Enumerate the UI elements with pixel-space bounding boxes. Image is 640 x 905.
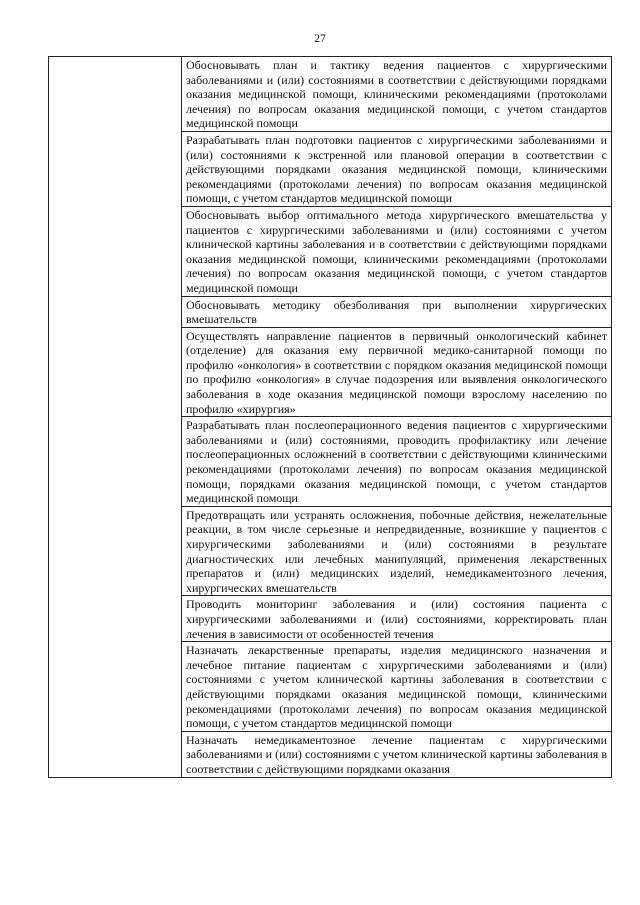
requirement-cell: Обосновывать план и тактику ведения пациентов с хирургическими заболеваниями и (или) состояниями в соответствии с действующими порядками оказания медицинской помощи, клиническими рекомендациями (протоколами лечения) по вопросам оказания медицинской помощи, с учетом стандартов медицинской помощи	[182, 57, 612, 132]
requirement-cell: Проводить мониторинг заболевания и (или) состояния пациента с хирургическими заболеваниями и (или) состояниями, корректировать план лечения в зависимости от особенностей течения	[182, 596, 612, 642]
requirement-cell: Назначать лекарственные препараты, изделия медицинского назначения и лечебное питание пациентам с хирургическими заболеваниями и (или) состояниями с учетом клинической картины заболевания в соответствии с действующими порядками оказания медицинской помощи, клиническими рекомендациями (протоколами лечения) по вопросам оказания медицинской помощи, с учетом стандартов медицинской помощи	[182, 642, 612, 732]
requirement-cell: Разрабатывать план послеоперационного ведения пациентов с хирургическими заболеваниями и (или) состояниями, проводить профилактику или лечение послеоперационных осложнений в соответствии с действующими клиническими рекомендациями (протоколами лечения) по вопросам оказания медицинской помощи, порядками оказания медицинской помощи, с учетом стандартов медицинской помощи	[182, 417, 612, 507]
requirement-cell: Обосновывать выбор оптимального метода хирургического вмешательства у пациентов с хирургическими заболеваниями и (или) состояниями с учетом клинической картины заболевания и в соответствии с действующими порядками оказания медицинской помощи, клиническими рекомендациями (протоколами лечения) по вопросам оказания медицинской помощи, с учетом стандартов медицинской помощи	[182, 206, 612, 296]
table-row	[49, 57, 612, 132]
page-number: 27	[314, 33, 326, 45]
empty-left-column	[49, 57, 182, 778]
requirement-cell: Предотвращать или устранять осложнения, побочные действия, нежелательные реакции, в том числе серьезные и непредвиденные, возникшие у пациентов с хирургическими заболеваниями и (или) состояниями в результате диагностических или лечебных манипуляций, применения лекарственных препаратов и (или) медицинских изделий, немедикаментозного лечения, хирургических вмешательств	[182, 506, 612, 596]
requirements-table	[48, 56, 612, 778]
requirement-cell: Назначать немедикаментозное лечение пациентам с хирургическими заболеваниями и (или) состояниями с учетом клинической картины заболевания в соответствии с действующими порядками оказания	[182, 731, 612, 777]
requirement-cell: Осуществлять направление пациентов в первичный онкологический кабинет (отделение) для оказания ему первичной медико-санитарной помощи по профилю «онкология» в соответствии с порядком оказания медицинской помощи по профилю «онкология» в случае подозрения или выявления онкологического заболевания в ходе оказания медицинской помощи взрослому населению по профилю «хирургия»	[182, 327, 612, 417]
requirement-cell: Разрабатывать план подготовки пациентов с хирургическими заболеваниями и (или) состояниями к экстренной или плановой операции в соответствии с действующими порядками оказания медицинской помощи, клиническими рекомендациями (протоколами лечения) по вопросам оказания медицинской помощи, с учетом стандартов медицинской помощи	[182, 131, 612, 206]
requirement-cell: Обосновывать методику обезболивания при выполнении хирургических вмешательств	[182, 296, 612, 327]
